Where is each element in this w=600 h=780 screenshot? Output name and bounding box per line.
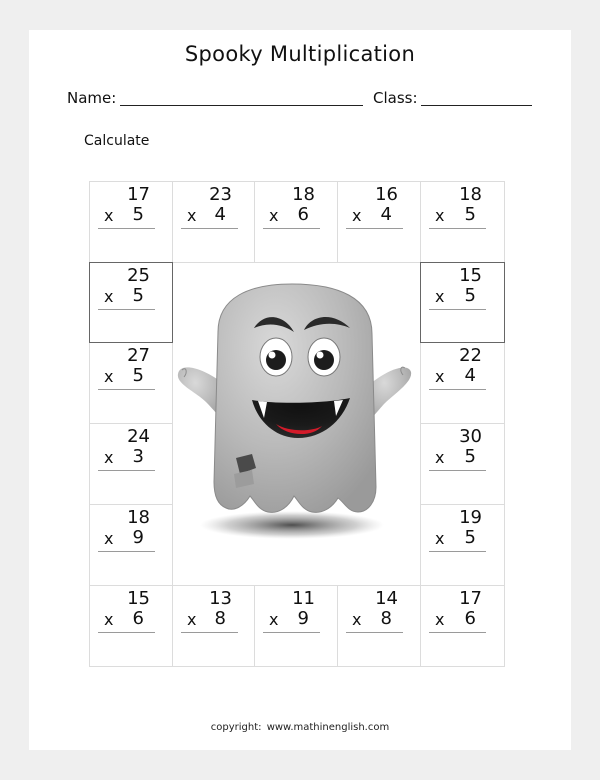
multiplier: 4 [214,204,226,225]
answer-line[interactable] [98,551,155,552]
multiplier: 5 [464,204,476,225]
answer-line[interactable] [429,309,486,310]
multiplicand: 15 [459,265,482,286]
problem-cell [337,585,421,667]
times-symbol: x [435,367,445,386]
name-label: Name: [67,89,117,107]
problem-cell [420,262,505,343]
multiplicand: 23 [209,184,232,205]
multiplier: 6 [132,608,144,629]
times-symbol: x [352,206,362,225]
problem-cell [254,181,338,263]
times-symbol: x [352,610,362,629]
problem-cell [420,342,505,424]
multiplicand: 14 [375,588,398,609]
multiplier: 3 [132,446,144,467]
copyright-site[interactable]: www.mathinenglish.com [266,722,390,733]
problem-cell [89,423,173,505]
multiplier: 8 [380,608,392,629]
instruction-text: Calculate [84,133,150,149]
answer-line[interactable] [181,632,238,633]
times-symbol: x [435,206,445,225]
multiplier: 5 [132,365,144,386]
problem-cell [172,181,255,263]
multiplier: 5 [464,527,476,548]
multiplier: 4 [464,365,476,386]
multiplicand: 22 [459,345,482,366]
multiplier: 4 [380,204,392,225]
page-title: Spooky Multiplication [184,42,416,66]
multiplier: 5 [464,446,476,467]
multiplicand: 24 [127,426,150,447]
problem-cell [89,181,173,263]
answer-line[interactable] [429,470,486,471]
answer-line[interactable] [98,389,155,390]
multiplicand: 15 [127,588,150,609]
name-field-line[interactable] [120,105,363,106]
times-symbol: x [269,206,279,225]
answer-line[interactable] [98,632,155,633]
answer-line[interactable] [429,228,486,229]
answer-line[interactable] [346,632,403,633]
ghost-illustration-icon [172,262,420,585]
multiplier: 6 [297,204,309,225]
problem-cell [172,585,255,667]
times-symbol: x [435,529,445,548]
multiplicand: 18 [127,507,150,528]
times-symbol: x [104,529,114,548]
multiplier: 8 [214,608,226,629]
answer-line[interactable] [429,389,486,390]
answer-line[interactable] [346,228,403,229]
times-symbol: x [104,287,114,306]
problem-cell [89,342,173,424]
answer-line[interactable] [181,228,238,229]
multiplicand: 30 [459,426,482,447]
times-symbol: x [104,367,114,386]
multiplier: 5 [464,285,476,306]
multiplier: 9 [132,527,144,548]
times-symbol: x [269,610,279,629]
answer-line[interactable] [98,470,155,471]
multiplicand: 18 [459,184,482,205]
answer-line[interactable] [98,228,155,229]
problem-cell [420,585,505,667]
times-symbol: x [435,287,445,306]
multiplier: 5 [132,204,144,225]
times-symbol: x [435,610,445,629]
times-symbol: x [104,448,114,467]
class-label: Class: [373,89,418,107]
problem-cell [420,423,505,505]
multiplier: 6 [464,608,476,629]
problem-cell [89,585,173,667]
multiplicand: 17 [127,184,150,205]
multiplicand: 17 [459,588,482,609]
multiplicand: 16 [375,184,398,205]
times-symbol: x [435,448,445,467]
answer-line[interactable] [263,228,320,229]
problem-cell [420,504,505,586]
answer-line[interactable] [263,632,320,633]
problem-cell [89,504,173,586]
multiplicand: 11 [292,588,315,609]
multiplier: 9 [297,608,309,629]
problem-cell [254,585,338,667]
multiplier: 5 [132,285,144,306]
problem-cell [420,181,505,263]
answer-line[interactable] [429,551,486,552]
multiplicand: 27 [127,345,150,366]
multiplicand: 13 [209,588,232,609]
answer-line[interactable] [429,632,486,633]
times-symbol: x [187,610,197,629]
times-symbol: x [187,206,197,225]
problem-cell [337,181,421,263]
times-symbol: x [104,610,114,629]
copyright-label: copyright: [210,722,262,733]
answer-line[interactable] [98,309,155,310]
class-field-line[interactable] [421,105,532,106]
multiplicand: 19 [459,507,482,528]
multiplicand: 18 [292,184,315,205]
multiplicand: 25 [127,265,150,286]
copyright-footer [0,722,600,733]
problem-cell [89,262,173,343]
times-symbol: x [104,206,114,225]
